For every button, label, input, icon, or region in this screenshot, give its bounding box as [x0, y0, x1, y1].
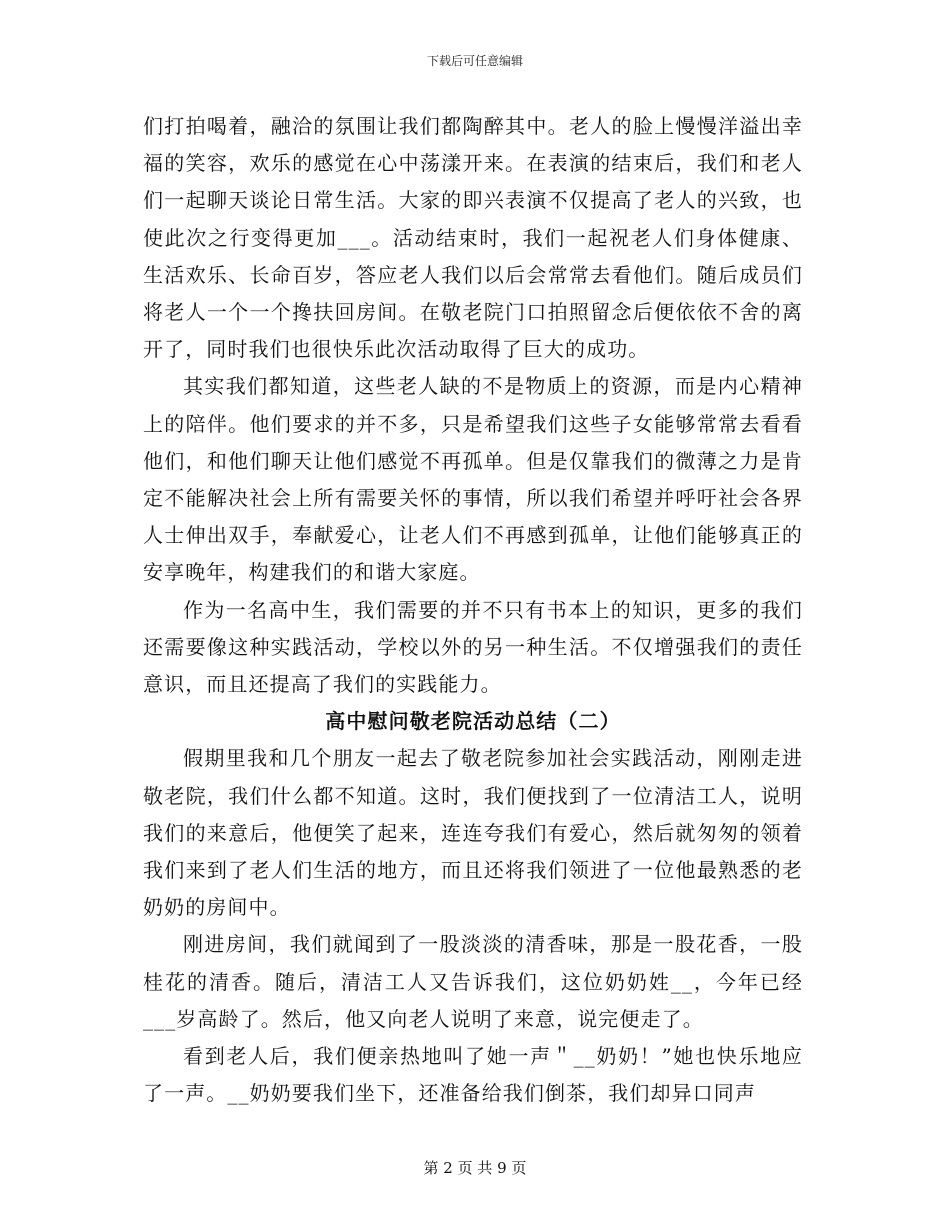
document-body	[143, 108, 803, 1112]
paragraph: 看到老人后，我们便亲热地叫了她一声＂__奶奶！”她也快乐地应了一声。__奶奶要我们坐下，还准备给我们倒茶，我们却异口同声	[143, 1044, 803, 1106]
paragraph: 其实我们都知道，这些老人缺的不是物质上的资源，而是内心精神上的陪伴。他们要求的并不多，只是希望我们这些子女能够常常去看看他们，和他们聊天让他们感觉不再孤单。但是仅靠我们的微薄之力是肯定不能解决社会上所有需要关怀的事情，所以我们希望并呼吁社会各界人士伸出双手，奉献爱心，让老人们不再感到孤单，让他们能够真正的安享晚年，构建我们的和谐大家庭。	[143, 374, 803, 585]
paragraph: 假期里我和几个朋友一起去了敬老院参加社会实践活动，刚刚走进敬老院，我们什么都不知道。这时，我们便找到了一位清洁工人，说明我们的来意后，他便笑了起来，连连夸我们有爱心，然后就匆匆的领着我们来到了老人们生活的地方，而且还将我们领进了一位他最熟悉的老奶奶的房间中。	[143, 746, 803, 920]
paragraph: 们打拍喝着，融洽的氛围让我们都陶醉其中。老人的脸上慢慢洋溢出幸福的笑容，欢乐的感觉在心中荡漾开来。在表演的结束后，我们和老人们一起聊天谈论日常生活。大家的即兴表演不仅提高了老人的兴致，也使此次之行变得更加___。活动结束时，我们一起祝老人们身体健康、生活欢乐、长命百岁，答应老人我们以后会常常去看他们。随后成员们将老人一个一个搀扶回房间。在敬老院门口拍照留念后便依依不舍的离开了，同时我们也很快乐此次活动取得了巨大的成功。	[143, 114, 803, 362]
page-header: 下载后可任意编辑	[426, 54, 523, 68]
paragraph: 作为一名高中生，我们需要的并不只有书本上的知识，更多的我们还需要像这种实践活动，学校以外的另一种生活。不仅增强我们的责任意识，而且还提高了我们的实践能力。	[143, 597, 803, 697]
section-title: 高中慰问敬老院活动总结（二）	[325, 709, 621, 734]
paragraph: 刚进房间，我们就闻到了一股淡淡的清香味，那是一股花香，一股桂花的清香。随后，清洁工人又告诉我们，这位奶奶姓__，今年已经___岁高龄了。然后，他又向老人说明了来意，说完便走了。	[143, 932, 803, 1031]
page-number: 第 2 页 共 9 页	[423, 1159, 527, 1177]
